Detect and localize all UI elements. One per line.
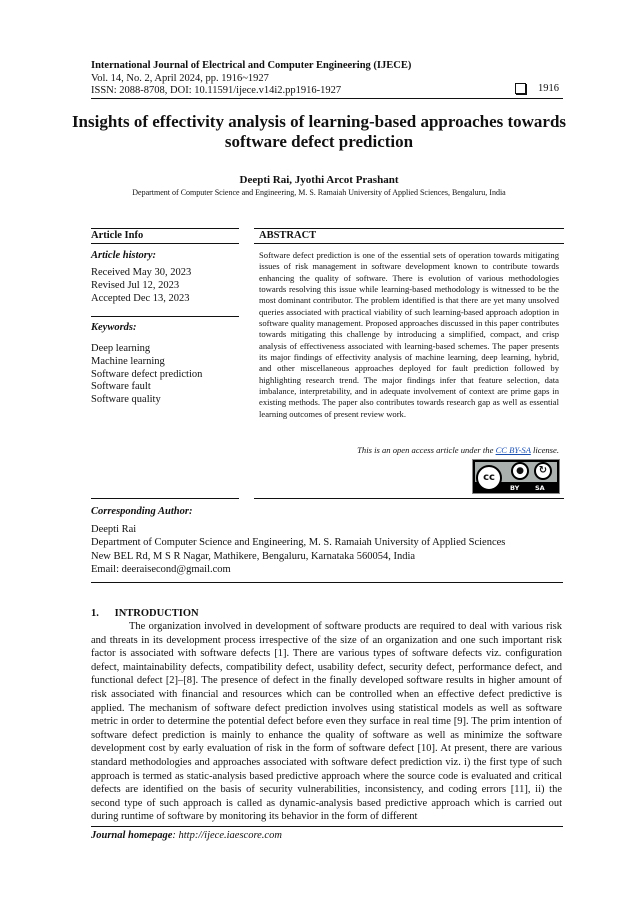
- cc-by-sa-badge-icon[interactable]: [472, 459, 560, 494]
- paper-title: Insights of effectivity analysis of learning-based approaches towards software defect prediction: [71, 112, 567, 151]
- keywords-heading: Keywords:: [91, 322, 137, 333]
- square-bullet-icon: [515, 83, 526, 94]
- author-affiliation: Department of Computer Science and Engineering, M. S. Ramaiah University of Applied Sciences, Bengaluru, India: [132, 188, 506, 197]
- journal-homepage: [91, 830, 282, 841]
- share-alike-icon: ↻: [534, 462, 552, 480]
- homepage-url[interactable]: : http://ijece.iaescore.com: [172, 830, 282, 841]
- person-icon: ●: [511, 462, 529, 480]
- journal-header: [91, 60, 411, 98]
- journal-name: International Journal of Electrical and Computer Engineering (IJECE): [91, 60, 412, 71]
- corresponding-department: Department of Computer Science and Engineering, M. S. Ramaiah University of Applied Sciences: [91, 537, 506, 549]
- introduction-heading: 1. INTRODUCTION: [91, 608, 199, 619]
- keyword-item: Deep learning: [91, 343, 151, 354]
- abstract-bottom-rule: [254, 498, 564, 499]
- license-suffix: license.: [530, 445, 559, 455]
- article-info-heading-rule: [91, 243, 239, 244]
- badge-sa-label: SA: [535, 484, 545, 492]
- page-number: 1916: [538, 83, 559, 94]
- header-rule: [91, 98, 563, 99]
- corresponding-name: Deepti Rai: [91, 524, 137, 535]
- license-link[interactable]: CC BY-SA: [495, 445, 531, 455]
- corresponding-author-heading: Corresponding Author:: [91, 506, 193, 517]
- abstract-top-rule: [254, 228, 564, 229]
- history-received: Received May 30, 2023: [91, 267, 192, 278]
- article-history-heading: Article history:: [91, 250, 157, 261]
- license-note: [259, 445, 559, 455]
- keyword-item: Software defect prediction: [91, 368, 203, 380]
- homepage-label: Journal homepage: [91, 830, 173, 841]
- introduction-body: [91, 620, 562, 824]
- footer-rule: [91, 826, 563, 827]
- keywords-list: [91, 343, 202, 407]
- keyword-item: Software quality: [91, 394, 161, 406]
- page-number-block: [515, 83, 559, 94]
- badge-by-label: BY: [510, 484, 520, 492]
- article-info-top-rule: [91, 228, 239, 229]
- corresponding-author-details: [91, 523, 505, 577]
- cc-logo-icon: cc: [476, 465, 502, 491]
- journal-issn: ISSN: 2088-8708, DOI: 10.11591/ijece.v14i2.pp1916-1927: [91, 85, 342, 96]
- corresponding-email: Email: deeraisecond@gmail.com: [91, 564, 231, 576]
- paper-authors: Deepti Rai, Jyothi Arcot Prashant: [239, 174, 399, 186]
- keyword-item: Software fault: [91, 381, 151, 393]
- article-info-bottom-rule: [91, 498, 239, 499]
- abstract-text: Software defect prediction is one of the essential sets of operation towards mitigating issues of risk management in software development known to contribute towards enhancing the quality of software. There is evolution of various methodologies towards resolving this issue while learning-based methodology is witnessed to be the most dominant contributor. The problem identified is that there are yet many unsolved queries associated with practical viability of such learning-based approach adoption in software quality management. Proposed approaches discussed in this paper contributes towards mitigating this challenge by introducing a simplified, compact, and crisp analysis of effectiveness associated with learning-based schemes. The paper presents its major findings of effectivity analysis of machine learning, deep learning, hybrid, and other miscellaneous approaches deployed for fault prediction followed by highlighting research trend. The major findings infer that feature selection, data imbalance, interpretability, and in adequate involvement of context are prime gaps in existing methods. The paper also contributes towards research gap as well as essential learning outcomes of present review work.: [259, 250, 559, 419]
- history-accepted: Accepted Dec 13, 2023: [91, 292, 190, 304]
- keywords-top-rule: [91, 316, 239, 317]
- keyword-item: Machine learning: [91, 355, 165, 367]
- corresponding-bottom-rule: [91, 582, 563, 583]
- corresponding-address: New BEL Rd, M S R Nagar, Mathikere, Bengaluru, Karnataka 560054, India: [91, 550, 416, 562]
- article-info-heading: Article Info: [91, 230, 144, 241]
- introduction-paragraph: The organization involved in development of software products are required to deal with various risk and threats in its development process irrespective of the size of an organization and one such important risk factor is associated with software defects [1]. There are various types of software defects viz. configuration defect, maintainability defects, compatibility defect, usability defect, security defect, performance defect, and functional defect [2]–[8]. The presence of defect in the finally developed software results in higher amount of risk associated with financial and resources which can be controlled when an effective defect predictive is applied. The mechanism of software defect prediction involves using statistical models as well as software metric in order to determine the potential defect before even they surface in real time [9]. The prim intention of software defect prediction is mainly to enhance the quality of software as well as minimize the software development cost by early evaluation of risk in the form of software defect [10]. At present, there are various standard methodologies and approaches associated with software defect prediction viz. i) the first type of such approach is termed as static-analysis based predictive approach where the source code is evaluated and critical defects are identified on the basis of security vulnerabilities, inconsistency, and coding errors [11], ii) the second type of such approach is called as dynamic-analysis based predictive approach which is carried out during runtime of software by monitoring its behavior in the form of different: [91, 621, 562, 823]
- article-history: [91, 267, 191, 305]
- license-prefix: This is an open access article under the: [357, 445, 496, 455]
- history-revised: Revised Jul 12, 2023: [91, 279, 180, 291]
- journal-volume: Vol. 14, No. 2, April 2024, pp. 1916~1927: [91, 72, 269, 84]
- abstract-heading-rule: [254, 243, 564, 244]
- abstract-heading: ABSTRACT: [259, 230, 317, 241]
